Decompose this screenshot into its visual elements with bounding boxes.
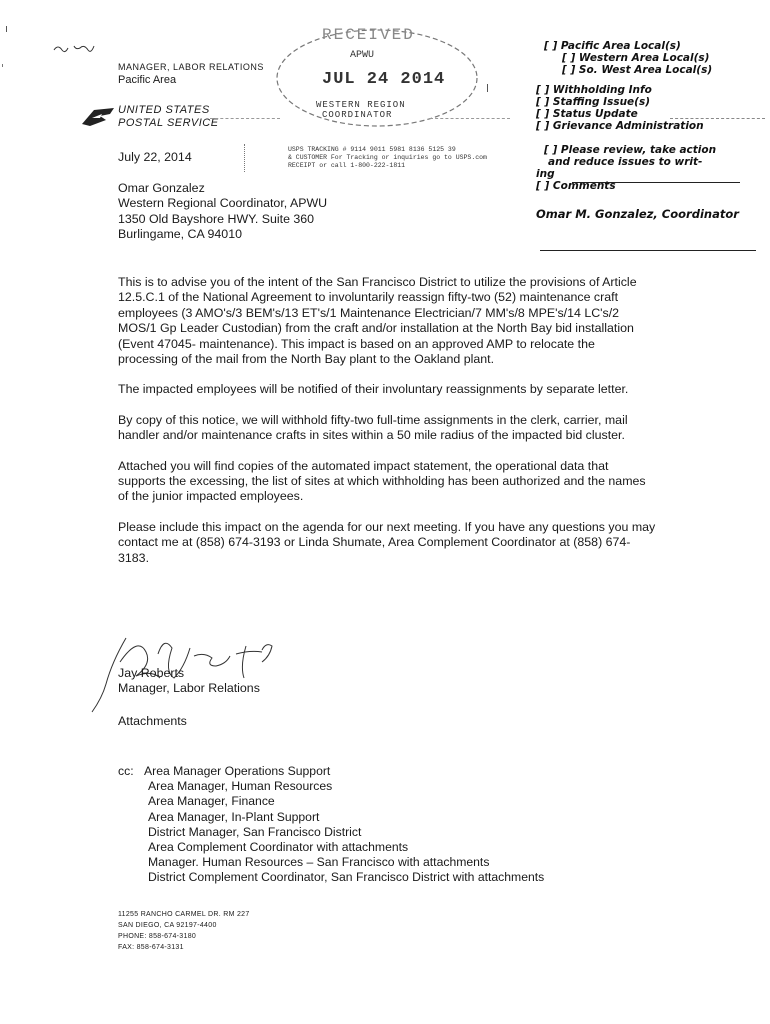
- cc-recipient: Area Manager Operations Support: [144, 764, 331, 778]
- routing-item: [ ] Comments: [536, 180, 616, 192]
- tracking-block: [288, 146, 540, 170]
- stamp-rule: [430, 118, 510, 119]
- body-paragraph: By copy of this notice, we will withhold fifty-two full-time assignments in the clerk, carrier, mail handler and/or maintenance crafts in sites within a 50 mile radius of the impacted bid cluster.: [118, 412, 628, 443]
- recipient-block: [118, 181, 327, 243]
- body-paragraph: Please include this impact on the agenda for our next meeting. If you have any questions you may contact me at (858) 674-3193 or Linda Shumate, Area Complement Coordinator at (858) 674-3183.: [118, 519, 656, 565]
- letter-body: [118, 275, 658, 566]
- received-stamp-line1: RECEIVED: [322, 26, 415, 44]
- corner-scribble: [52, 36, 112, 62]
- sender-title: MANAGER, LABOR RELATIONS: [118, 62, 264, 72]
- usps-line1: UNITED STATES: [118, 104, 210, 116]
- received-stamp-date: JUL 24 2014: [322, 70, 446, 89]
- received-stamp-line4: COORDINATOR: [322, 110, 393, 120]
- routing-rule: [572, 182, 740, 183]
- routing-block: [536, 40, 766, 220]
- body-paragraph: The impacted employees will be notified of their involuntary reassignments by separate letter.: [118, 382, 629, 397]
- usps-eagle-logo: [80, 106, 116, 128]
- cc-list: [144, 764, 664, 886]
- cc-recipient: Area Complement Coordinator with attachments: [148, 840, 409, 855]
- recipient-name: Omar Gonzalez: [118, 181, 205, 195]
- sender-area: Pacific Area: [118, 74, 177, 86]
- attachments-label: Attachments: [118, 714, 187, 728]
- routing-item: [ ] Western Area Local(s): [562, 52, 710, 64]
- recipient-title: Western Regional Coordinator, APWU: [118, 196, 328, 211]
- cc-recipient: Area Manager, Finance: [148, 794, 275, 809]
- recipient-address1: 1350 Old Bayshore HWY. Suite 360: [118, 211, 315, 226]
- scan-speck: [2, 64, 3, 67]
- routing-item: [ ] So. West Area Local(s): [562, 64, 713, 76]
- signer-title: Manager, Labor Relations: [118, 681, 260, 696]
- usps-wordmark: [118, 104, 219, 130]
- routing-signature: Omar M. Gonzalez, Coordinator: [536, 207, 739, 221]
- usps-line2: POSTAL SERVICE: [118, 117, 219, 129]
- received-stamp-line3: WESTERN REGION: [316, 100, 406, 110]
- routing-item: [ ] Staffing Issue(s): [536, 96, 651, 108]
- routing-dash-rule: [670, 118, 765, 119]
- routing-item: [ ] Status Update: [536, 108, 638, 120]
- body-paragraph: This is to advise you of the intent of the San Francisco District to utilize the provisions of Article 12.5.C.1 of the National Agreement to involuntarily reassign fifty-two (52) maintenance craft employees (3 AMO's/3 BEM's/13 ET's/1 Maintenance Electrician/7 MM's/8 MPE's/14 LC's/2 MOS/1 Gp Leader Custodian) from the craft and/or installation at the North Bay bid installation (Event 47045- maintenance). This impact is based on an approved AMP to relocate the processing of the mail from the North Bay plant to the Oakland plant.: [118, 275, 637, 367]
- letter-date: July 22, 2014: [118, 150, 192, 164]
- routing-item: [ ] Please review, take action: [544, 144, 717, 156]
- footer-line4: FAX: 858-674-3131: [118, 944, 184, 951]
- footer-line3: PHONE: 858-674-3180: [118, 933, 197, 940]
- cc-label: cc:: [118, 764, 134, 778]
- cc-recipient: District Complement Coordinator, San Francisco District with attachments: [148, 870, 545, 885]
- routing-item: and reduce issues to writ-: [548, 156, 703, 168]
- footer-address: [118, 909, 250, 953]
- routing-item: [ ] Grievance Administration: [536, 120, 704, 132]
- tracking-line3: RECEIPT or call 1-800-222-1811: [288, 162, 406, 169]
- scan-speck: [6, 26, 7, 32]
- tracking-line2: & CUSTOMER For Tracking or inquiries go to USPS.com: [288, 154, 487, 161]
- received-stamp-line2: APWU: [350, 50, 375, 61]
- letterhead-rule: [210, 118, 280, 119]
- footer-line2: SAN DIEGO, CA 92197-4400: [118, 922, 217, 929]
- body-paragraph: Attached you will find copies of the automated impact statement, the operational data that supports the excessing, the list of sites at which withholding has been authorized and the names of the junior impacted employees.: [118, 458, 646, 504]
- cc-recipient: District Manager, San Francisco District: [148, 824, 362, 839]
- stamp-tick: [487, 84, 488, 92]
- cc-recipient: Area Manager, In-Plant Support: [148, 809, 320, 824]
- routing-rule: [540, 250, 756, 251]
- signer-name: Jay Roberts: [118, 666, 185, 680]
- tracking-bracket: [244, 144, 253, 172]
- cc-recipient: Area Manager, Human Resources: [148, 779, 333, 794]
- cc-recipient: Manager. Human Resources – San Francisco with attachments: [148, 855, 490, 870]
- signature-block: [118, 666, 260, 697]
- routing-item: [ ] Pacific Area Local(s): [544, 40, 681, 52]
- footer-line1: 11255 RANCHO CARMEL DR. RM 227: [118, 911, 250, 918]
- routing-item: [ ] Withholding Info: [536, 84, 652, 96]
- recipient-address2: Burlingame, CA 94010: [118, 227, 242, 242]
- routing-item: ing: [536, 168, 555, 180]
- tracking-line1: USPS TRACKING # 9114 9011 5981 8136 5125 39: [288, 146, 456, 153]
